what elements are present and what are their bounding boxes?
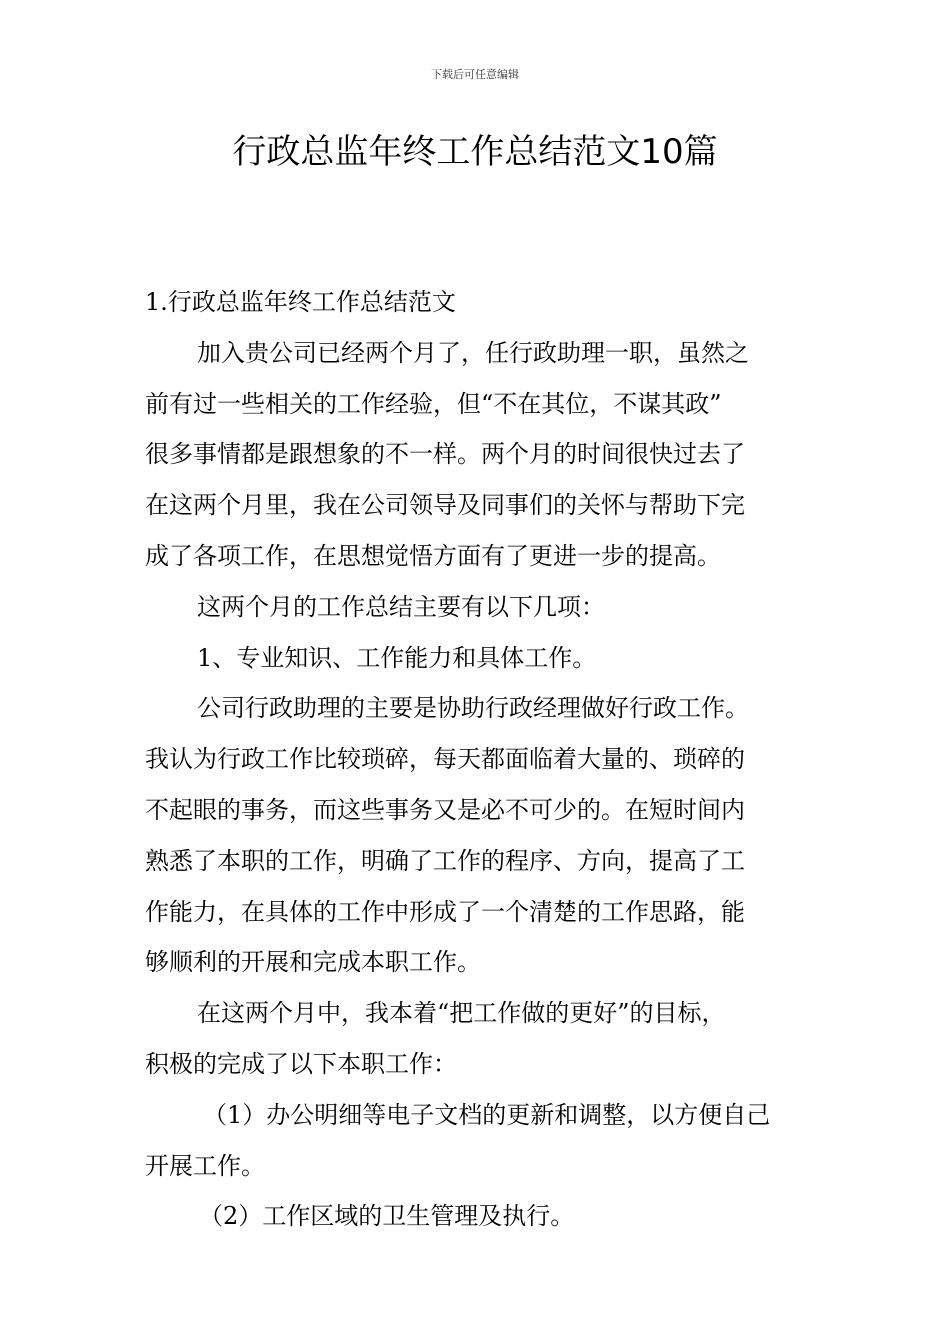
section-heading: 1.行政总监年终工作总结范文 [145, 288, 456, 316]
paragraph-line: 积极的完成了以下本职工作： [145, 1049, 457, 1078]
paragraph-line: 作能力，在具体的工作中形成了一个清楚的工作思路，能 [145, 897, 745, 926]
list-item: （1）办公明细等电子文档的更新和调整，以方便自己 [203, 1100, 771, 1129]
paragraph-line: 这两个月的工作总结主要有以下几项： [197, 592, 605, 621]
document-body [145, 277, 810, 1242]
paragraph-line: 前有过一些相关的工作经验，但“不在其位，不谋其政” [145, 389, 722, 418]
paragraph-line: 在这两个月中，我本着“把工作做的更好”的目标， [197, 999, 726, 1028]
list-item: （2）工作区域的卫生管理及执行。 [199, 1202, 575, 1231]
list-item-continuation: 开展工作。 [145, 1151, 265, 1180]
paragraph-line: 够顺利的开展和完成本职工作。 [145, 948, 481, 977]
paragraph-line: 公司行政助理的主要是协助行政经理做好行政工作。 [197, 694, 749, 723]
paragraph-line: 1、专业知识、工作能力和具体工作。 [197, 643, 597, 672]
header-note: 下载后可任意编辑 [431, 68, 519, 81]
paragraph-line: 不起眼的事务，而这些事务又是必不可少的。在短时间内 [145, 795, 745, 824]
paragraph-line: 成了各项工作，在思想觉悟方面有了更进一步的提高。 [145, 541, 721, 570]
paragraph-line: 在这两个月里，我在公司领导及同事们的关怀与帮助下完 [145, 491, 745, 520]
paragraph-line: 我认为行政工作比较琐碎，每天都面临着大量的、琐碎的 [145, 745, 745, 774]
paragraph-line: 熟悉了本职的工作，明确了工作的程序、方向，提高了工 [145, 846, 745, 875]
paragraph-line: 加入贵公司已经两个月了，任行政助理一职，虽然之 [197, 338, 749, 367]
paragraph-line: 很多事情都是跟想象的不一样。两个月的时间很快过去了 [145, 440, 745, 469]
document-title: 行政总监年终工作总结范文10篇 [232, 132, 718, 172]
